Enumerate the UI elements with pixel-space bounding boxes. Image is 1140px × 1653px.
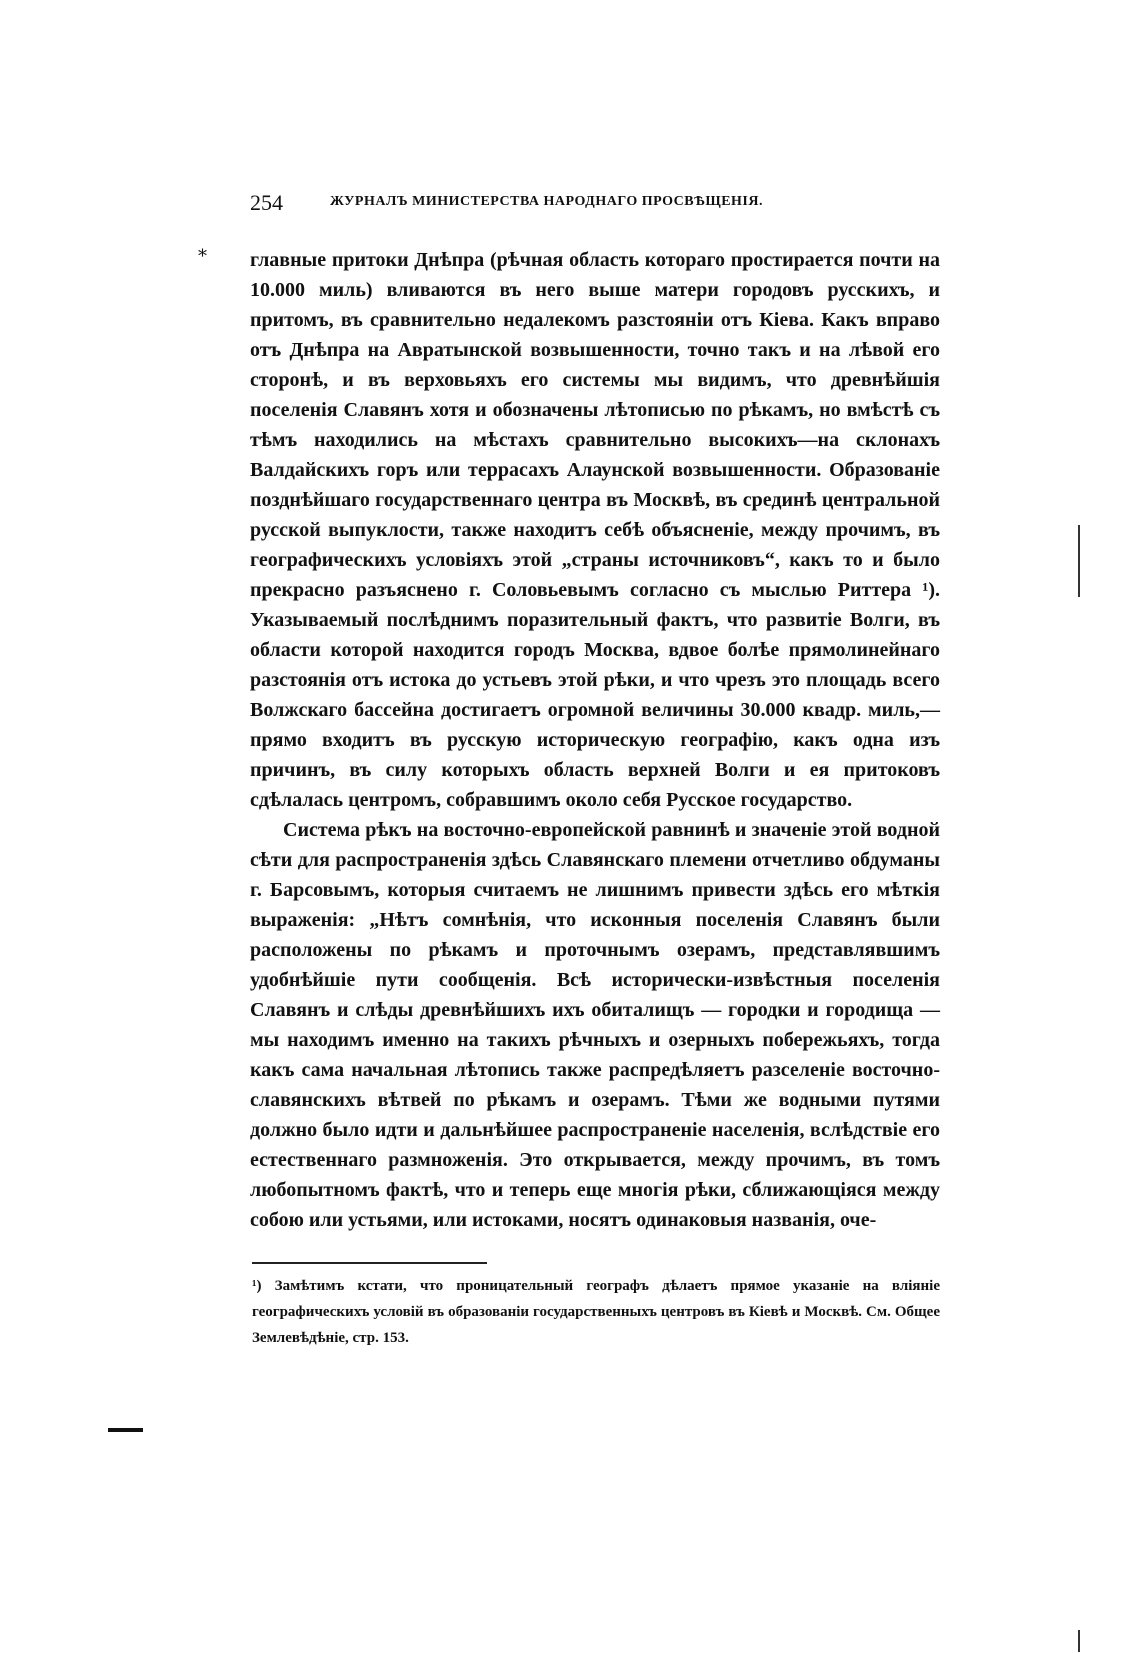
page-header — [250, 190, 940, 230]
left-dash-mark — [108, 1428, 143, 1432]
footnote-rule — [252, 1262, 487, 1264]
margin-mark: * — [198, 246, 207, 267]
running-title: ЖУРНАЛЪ МИНИСТЕРСТВА НАРОДНАГО ПРОСВѢЩЕНІЯ. — [330, 194, 763, 209]
paragraph-2: Система рѣкъ на восточно-европейской равнинѣ и значеніе этой водной сѣти для распространенія здѣсь Славянскаго племени отчетливо обдуманы г. Барсовымъ, которыя считаемъ не лишнимъ привести здѣсь его мѣткія выраженія: „Нѣтъ сомнѣнія, что исконныя поселенія Славянъ были расположены по рѣкамъ и проточнымъ озерамъ, представлявшимъ удобнѣйшіе пути сообщенія. Всѣ исторически-извѣстныя поселенія Славянъ и слѣды древнѣйшихъ ихъ обиталищъ — городки и городища — мы находимъ именно на такихъ рѣчныхъ и озерныхъ побережьяхъ, тогда какъ сама начальная лѣтопись также распредѣляетъ разселеніе восточно-славянскихъ вѣтвей по рѣкамъ и озерамъ. Тѣми же водными путями должно было идти и дальнѣйшее распространеніе населенія, вслѣдствіе его естественнаго размноженія. Это открывается, между прочимъ, въ томъ любопытномъ фактѣ, что и теперь еще многія рѣки, сближающіяся между собою или устьями, или истоками, носятъ одинаковыя названія, оче- — [250, 819, 940, 1231]
page-body — [250, 245, 940, 1245]
footnote: ¹) Замѣтимъ кстати, что проницательный географъ дѣлаетъ прямое указаніе на вліяніе географическихъ условій въ образованіи государственныхъ центровъ въ Кіевѣ и Москвѣ. См. Общее Землевѣдѣніе, стр. 153. — [252, 1278, 940, 1346]
page-number: 254 — [250, 190, 283, 215]
paragraph-1: главные притоки Днѣпра (рѣчная область котораго простирается почти на 10.000 миль) вливаются въ него выше матери городовъ русскихъ, и притомъ, въ сравнительно недалекомъ разстояніи отъ Кіева. Какъ вправо отъ Днѣпра на Авратынской возвышенности, точно такъ и на лѣвой его сторонѣ, и въ верховьяхъ его системы мы видимъ, что древнѣйшія поселенія Славянъ хотя и обозначены лѣтописью по рѣкамъ, но вмѣстѣ съ тѣмъ находились на мѣстахъ сравнительно высокихъ—на склонахъ Валдайскихъ горъ или террасахъ Алаунской возвышенности. Образованіе позднѣйшаго государственнаго центра въ Москвѣ, въ срединѣ центральной русской выпуклости, также находитъ себѣ объясненіе, между прочимъ, въ географическихъ условіяхъ этой „страны источниковъ“, какъ то и было прекрасно разъяснено г. Соловьевымъ согласно съ мыслью Риттера ¹). Указываемый послѣднимъ поразительный фактъ, что развитіе Волги, въ области которой находится городъ Москва, вдвое болѣе прямолинейнаго разстоянія отъ истока до устьевъ этой рѣки, и что чрезъ это площадь всего Волжскаго бассейна достигаетъ огромной величины 30.000 квадр. миль,—прямо входитъ въ русскую историческую географію, какъ одна изъ причинъ, въ силу которыхъ область верхней Волги и ея притоковъ сдѣлалась центромъ, собравшимъ около себя Русское государство. — [250, 249, 940, 811]
edge-mark-upper — [1078, 525, 1080, 597]
edge-mark-lower — [1078, 1630, 1080, 1652]
